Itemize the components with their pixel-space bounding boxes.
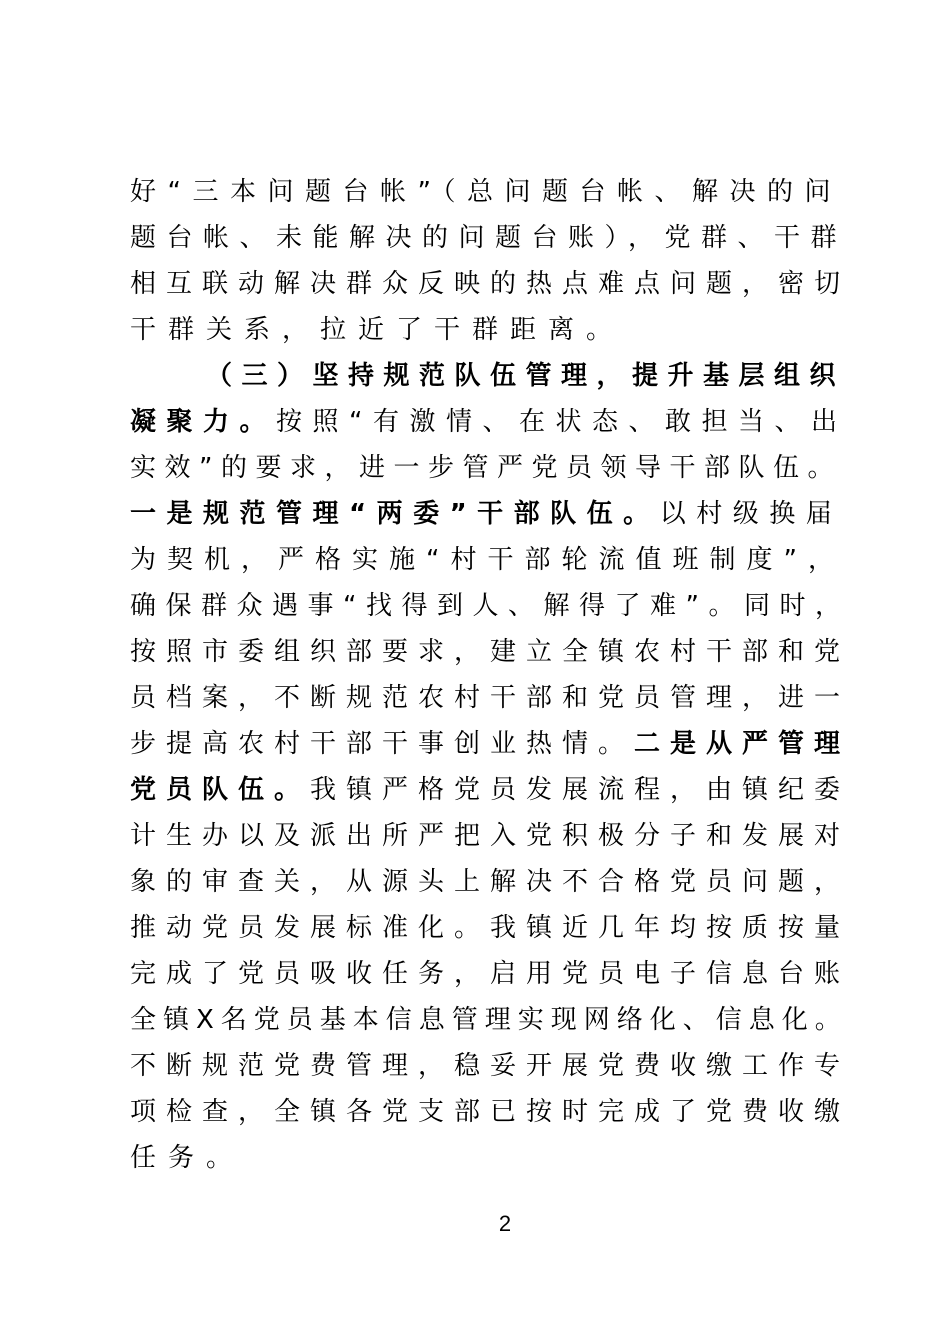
section-heading-line (206, 353, 845, 399)
text-line-17 (130, 905, 850, 951)
text-line-16 (130, 859, 850, 905)
line-text: 按照市委组织部要求，建立全镇农村干部和党 (130, 637, 851, 667)
page-number: 2 (498, 1211, 512, 1236)
text-line-3 (130, 261, 850, 307)
text-line-6 (130, 399, 848, 445)
line-text: 以村级换届 (659, 499, 843, 529)
line-text: 员档案，不断规范农村干部和党员管理，进一 (130, 683, 851, 713)
text-line-15 (130, 813, 850, 859)
line-text: 不断规范党费管理，稳妥开展党费收缴工作专 (130, 1051, 851, 1081)
line-text: 为契机，严格实施“村干部轮流值班制度”， (130, 545, 845, 575)
heading-continuation: 党员队伍。 (130, 775, 311, 805)
text-line-12 (130, 675, 850, 721)
line-text: 推动党员发展标准化。我镇近几年均按质按量 (130, 913, 851, 943)
line-text: 象的审查关，从源头上解决不合格党员问题， (130, 867, 851, 897)
line-text: 项检查，全镇各党支部已按时完成了党费收缴 (130, 1097, 851, 1127)
subpoint-heading-2: 二是从严管理 (634, 729, 851, 759)
line-text: 全镇X名党员基本信息管理实现网络化、信息化。 (130, 1005, 848, 1035)
line-text: 步提高农村干部干事创业热情。 (130, 729, 635, 759)
line-text: 干群关系，拉近了干群距离。 (130, 315, 625, 345)
line-text: 确保群众遇事“找得到人、解得了难”。同时， (130, 591, 851, 621)
text-line-19 (130, 997, 848, 1043)
subpoint-heading-1: 一是规范管理“两委”干部队伍。 (130, 499, 660, 529)
section-heading: （三）坚持规范队伍管理，提升基层组织 (206, 361, 846, 391)
line-text: 按照“有激情、在状态、敢担当、出 (276, 407, 848, 437)
line-text: 实效”的要求，进一步管严党员领导干部队伍。 (130, 453, 842, 483)
text-line-21 (130, 1089, 850, 1135)
text-line-22 (130, 1135, 244, 1181)
line-text: 完成了党员吸收任务，启用党员电子信息台账 (130, 959, 851, 989)
line-text: 我镇严格党员发展流程，由镇纪委 (310, 775, 851, 805)
text-line-7 (130, 445, 842, 491)
line-text: 计生办以及派出所严把入党积极分子和发展对 (130, 821, 851, 851)
text-line-20 (130, 1043, 850, 1089)
line-text: 任务。 (130, 1143, 245, 1173)
text-line-18 (130, 951, 850, 997)
text-line-2 (130, 215, 847, 261)
line-text: 好“三本问题台帐”（总问题台帐、解决的问 (130, 177, 842, 207)
text-line-11 (130, 629, 850, 675)
text-line-13 (130, 721, 850, 767)
line-text: 题台帐、未能解决的问题台账），党群、干群 (130, 223, 848, 253)
text-line-8 (130, 491, 842, 537)
heading-continuation: 凝聚力。 (130, 407, 277, 437)
line-text: 相互联动解决群众反映的热点难点问题，密切 (130, 269, 851, 299)
text-line-14 (130, 767, 850, 813)
text-line-10 (130, 583, 850, 629)
text-line-9 (130, 537, 845, 583)
text-line-4 (130, 307, 624, 353)
text-line-1 (130, 169, 842, 215)
